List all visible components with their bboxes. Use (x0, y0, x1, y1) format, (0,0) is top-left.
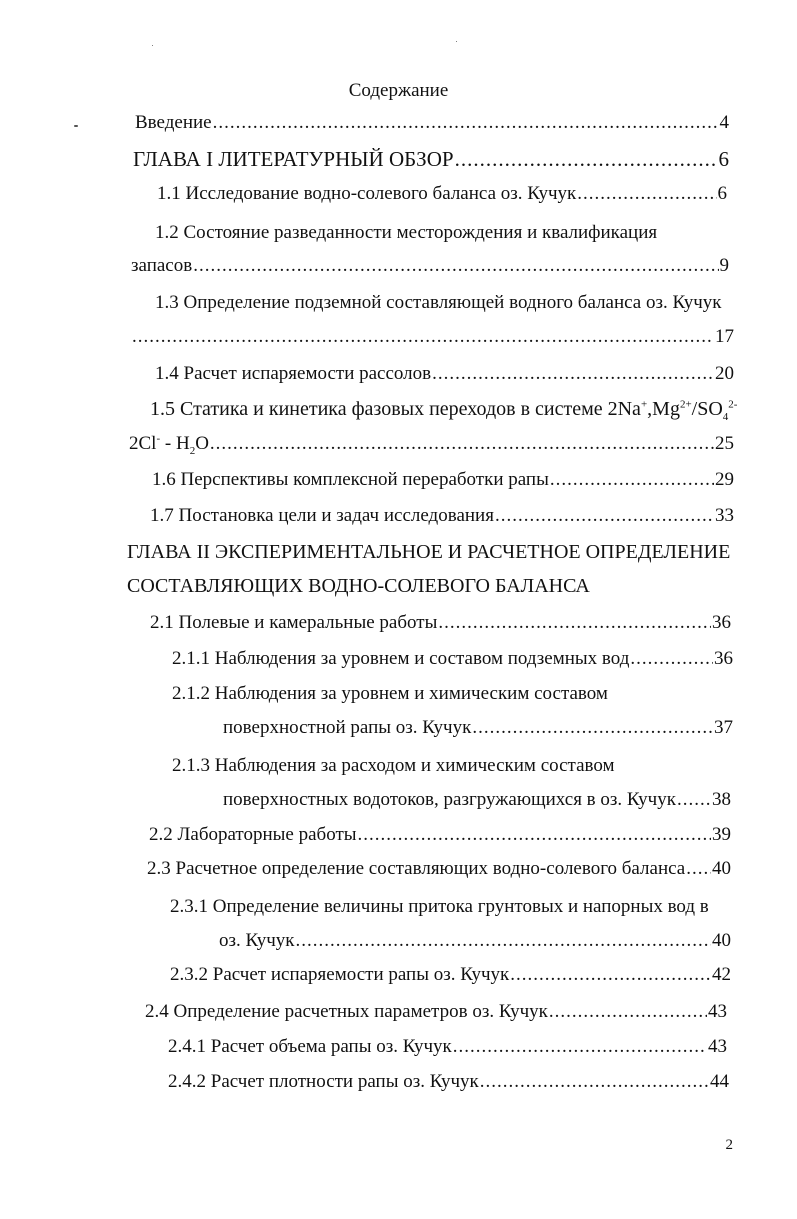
toc-leader (577, 183, 716, 205)
toc-chapter-heading-cont: СОСТАВЛЯЮЩИХ ВОДНО-СОЛЕВОГО БАЛАНСА (127, 575, 590, 597)
toc-entry (223, 717, 733, 747)
toc-entry (131, 326, 734, 356)
toc-entry-text-cont: поверхностных водотоков, разгружающихся в оз. Кучук (223, 789, 676, 810)
toc-leader (296, 930, 711, 952)
toc-entry (219, 930, 731, 960)
toc-entry-text: 2.3.2 Расчет испаряемости рапы оз. Кучук (170, 964, 510, 985)
toc-leader (550, 469, 714, 491)
toc-entry (129, 433, 734, 463)
toc-entry-page: 42 (712, 964, 731, 985)
scan-speck (152, 45, 153, 46)
toc-leader (549, 1001, 707, 1023)
toc-entry (170, 964, 731, 994)
toc-leader (358, 824, 711, 846)
toc-entry-text: 2.3.1 Определение величины притока грунтовых и напорных вод в (170, 896, 709, 917)
toc-entry-text: ГЛАВА I ЛИТЕРАТУРНЫЙ ОБЗОР (133, 147, 454, 171)
toc-leader (495, 505, 714, 527)
toc-entry-text: 2.2 Лабораторные работы (149, 824, 357, 845)
toc-entry-page: 9 (719, 255, 729, 276)
toc-entry-text: 2.1.2 Наблюдения за уровнем и химическим составом (172, 683, 608, 704)
toc-entry-text: 2.4 Определение расчетных параметров оз. Кучук (145, 1001, 548, 1022)
toc-entry-text: 1.7 Постановка цели и задач исследования (150, 505, 494, 526)
toc-leader (213, 112, 719, 134)
toc-entry-text-cont: оз. Кучук (219, 930, 295, 951)
scan-speck (456, 41, 457, 42)
toc-entry (149, 824, 731, 854)
scan-speck (74, 125, 78, 127)
toc-entry-page: 37 (714, 717, 733, 738)
toc-entry-text: 2.1.1 Наблюдения за уровнем и составом подземных вод (172, 648, 630, 669)
toc-entry-page: 36 (712, 612, 731, 633)
toc-leader (686, 858, 711, 880)
toc-entry (150, 612, 731, 642)
toc-entry-page: 33 (715, 505, 734, 526)
toc-entry-text: 1.1 Исследование водно-солевого баланса оз. Кучук (157, 183, 577, 204)
toc-entry (168, 1071, 729, 1101)
toc-leader (453, 1036, 707, 1058)
toc-leader (455, 147, 718, 172)
toc-entry-text: 2.1.3 Наблюдения за расходом и химическим составом (172, 755, 615, 776)
toc-entry-page: 36 (714, 648, 733, 669)
toc-entry (133, 147, 729, 177)
toc-entry-page: 40 (712, 858, 731, 879)
toc-entry-text: 1.3 Определение подземной составляющей водного баланса оз. Кучук (155, 292, 722, 313)
toc-entry-page: 38 (712, 789, 731, 810)
toc-entry-page: 43 (708, 1001, 727, 1022)
toc-entry (135, 112, 729, 142)
toc-entry-text: Введение (135, 112, 212, 133)
toc-entry-page: 4 (719, 112, 729, 133)
toc-entry (147, 858, 731, 888)
toc-entry-text: 2.4.2 Расчет плотности рапы оз. Кучук (168, 1071, 479, 1092)
toc-entry-text-cont: запасов (131, 255, 193, 276)
toc-leader (677, 789, 711, 811)
toc-entry-page: 17 (715, 326, 734, 347)
toc-entry (145, 1001, 727, 1031)
toc-leader (132, 326, 714, 348)
toc-entry (131, 255, 729, 285)
toc-entry-text: 2.3 Расчетное определение составляющих водно-солевого баланса (147, 858, 686, 879)
toc-leader (438, 612, 711, 634)
toc-entry-text: 1.5 Статика и кинетика фазовых переходов в системе $2Na^+,Mg^{2+}/SO_4^{2-}$ (150, 398, 738, 423)
toc-leader (510, 964, 711, 986)
toc-leader (630, 648, 713, 670)
toc-leader (472, 717, 713, 739)
toc-entry-text: 2.1 Полевые и камеральные работы (150, 612, 438, 633)
toc-entry-page: 44 (710, 1071, 729, 1092)
toc-entry-text: 1.6 Перспективы комплексной переработки рапы (152, 469, 549, 490)
toc-entry-text: 1.2 Состояние разведанности месторождения и квалификация (155, 222, 658, 243)
toc-entry-page: 43 (708, 1036, 727, 1057)
toc-entry-text: 1.4 Расчет испаряемости рассолов (155, 363, 432, 384)
toc-leader (210, 433, 714, 455)
toc-entry (152, 469, 734, 499)
toc-entry (223, 789, 731, 819)
toc-chapter-heading: ГЛАВА II ЭКСПЕРИМЕНТАЛЬНОЕ И РАСЧЕТНОЕ ОПРЕДЕЛЕНИЕ (127, 541, 731, 563)
toc-entry (150, 505, 734, 535)
toc-entry-text: 2.4.1 Расчет объема рапы оз. Кучук (168, 1036, 452, 1057)
page-title: Содержание (348, 80, 449, 101)
toc-entry-page: 6 (717, 183, 727, 204)
toc-entry (155, 363, 734, 393)
toc-entry-page: 20 (715, 363, 734, 384)
toc-entry-page: 25 (715, 433, 734, 454)
toc-leader (193, 255, 718, 277)
toc-entry-page: 40 (712, 930, 731, 951)
toc-entry-text-cont: $2Cl^- - H_2O$ (129, 432, 209, 457)
toc-entry-text-cont: поверхностной рапы оз. Кучук (223, 717, 472, 738)
toc-entry (157, 183, 727, 213)
toc-entry (168, 1036, 727, 1066)
toc-entry-page: 39 (712, 824, 731, 845)
toc-leader (480, 1071, 709, 1093)
toc-entry-page: 29 (715, 469, 734, 490)
toc-leader (432, 363, 714, 385)
page-number: 2 (725, 1137, 733, 1153)
toc-entry-page: 6 (718, 147, 729, 171)
toc-entry (172, 648, 733, 678)
